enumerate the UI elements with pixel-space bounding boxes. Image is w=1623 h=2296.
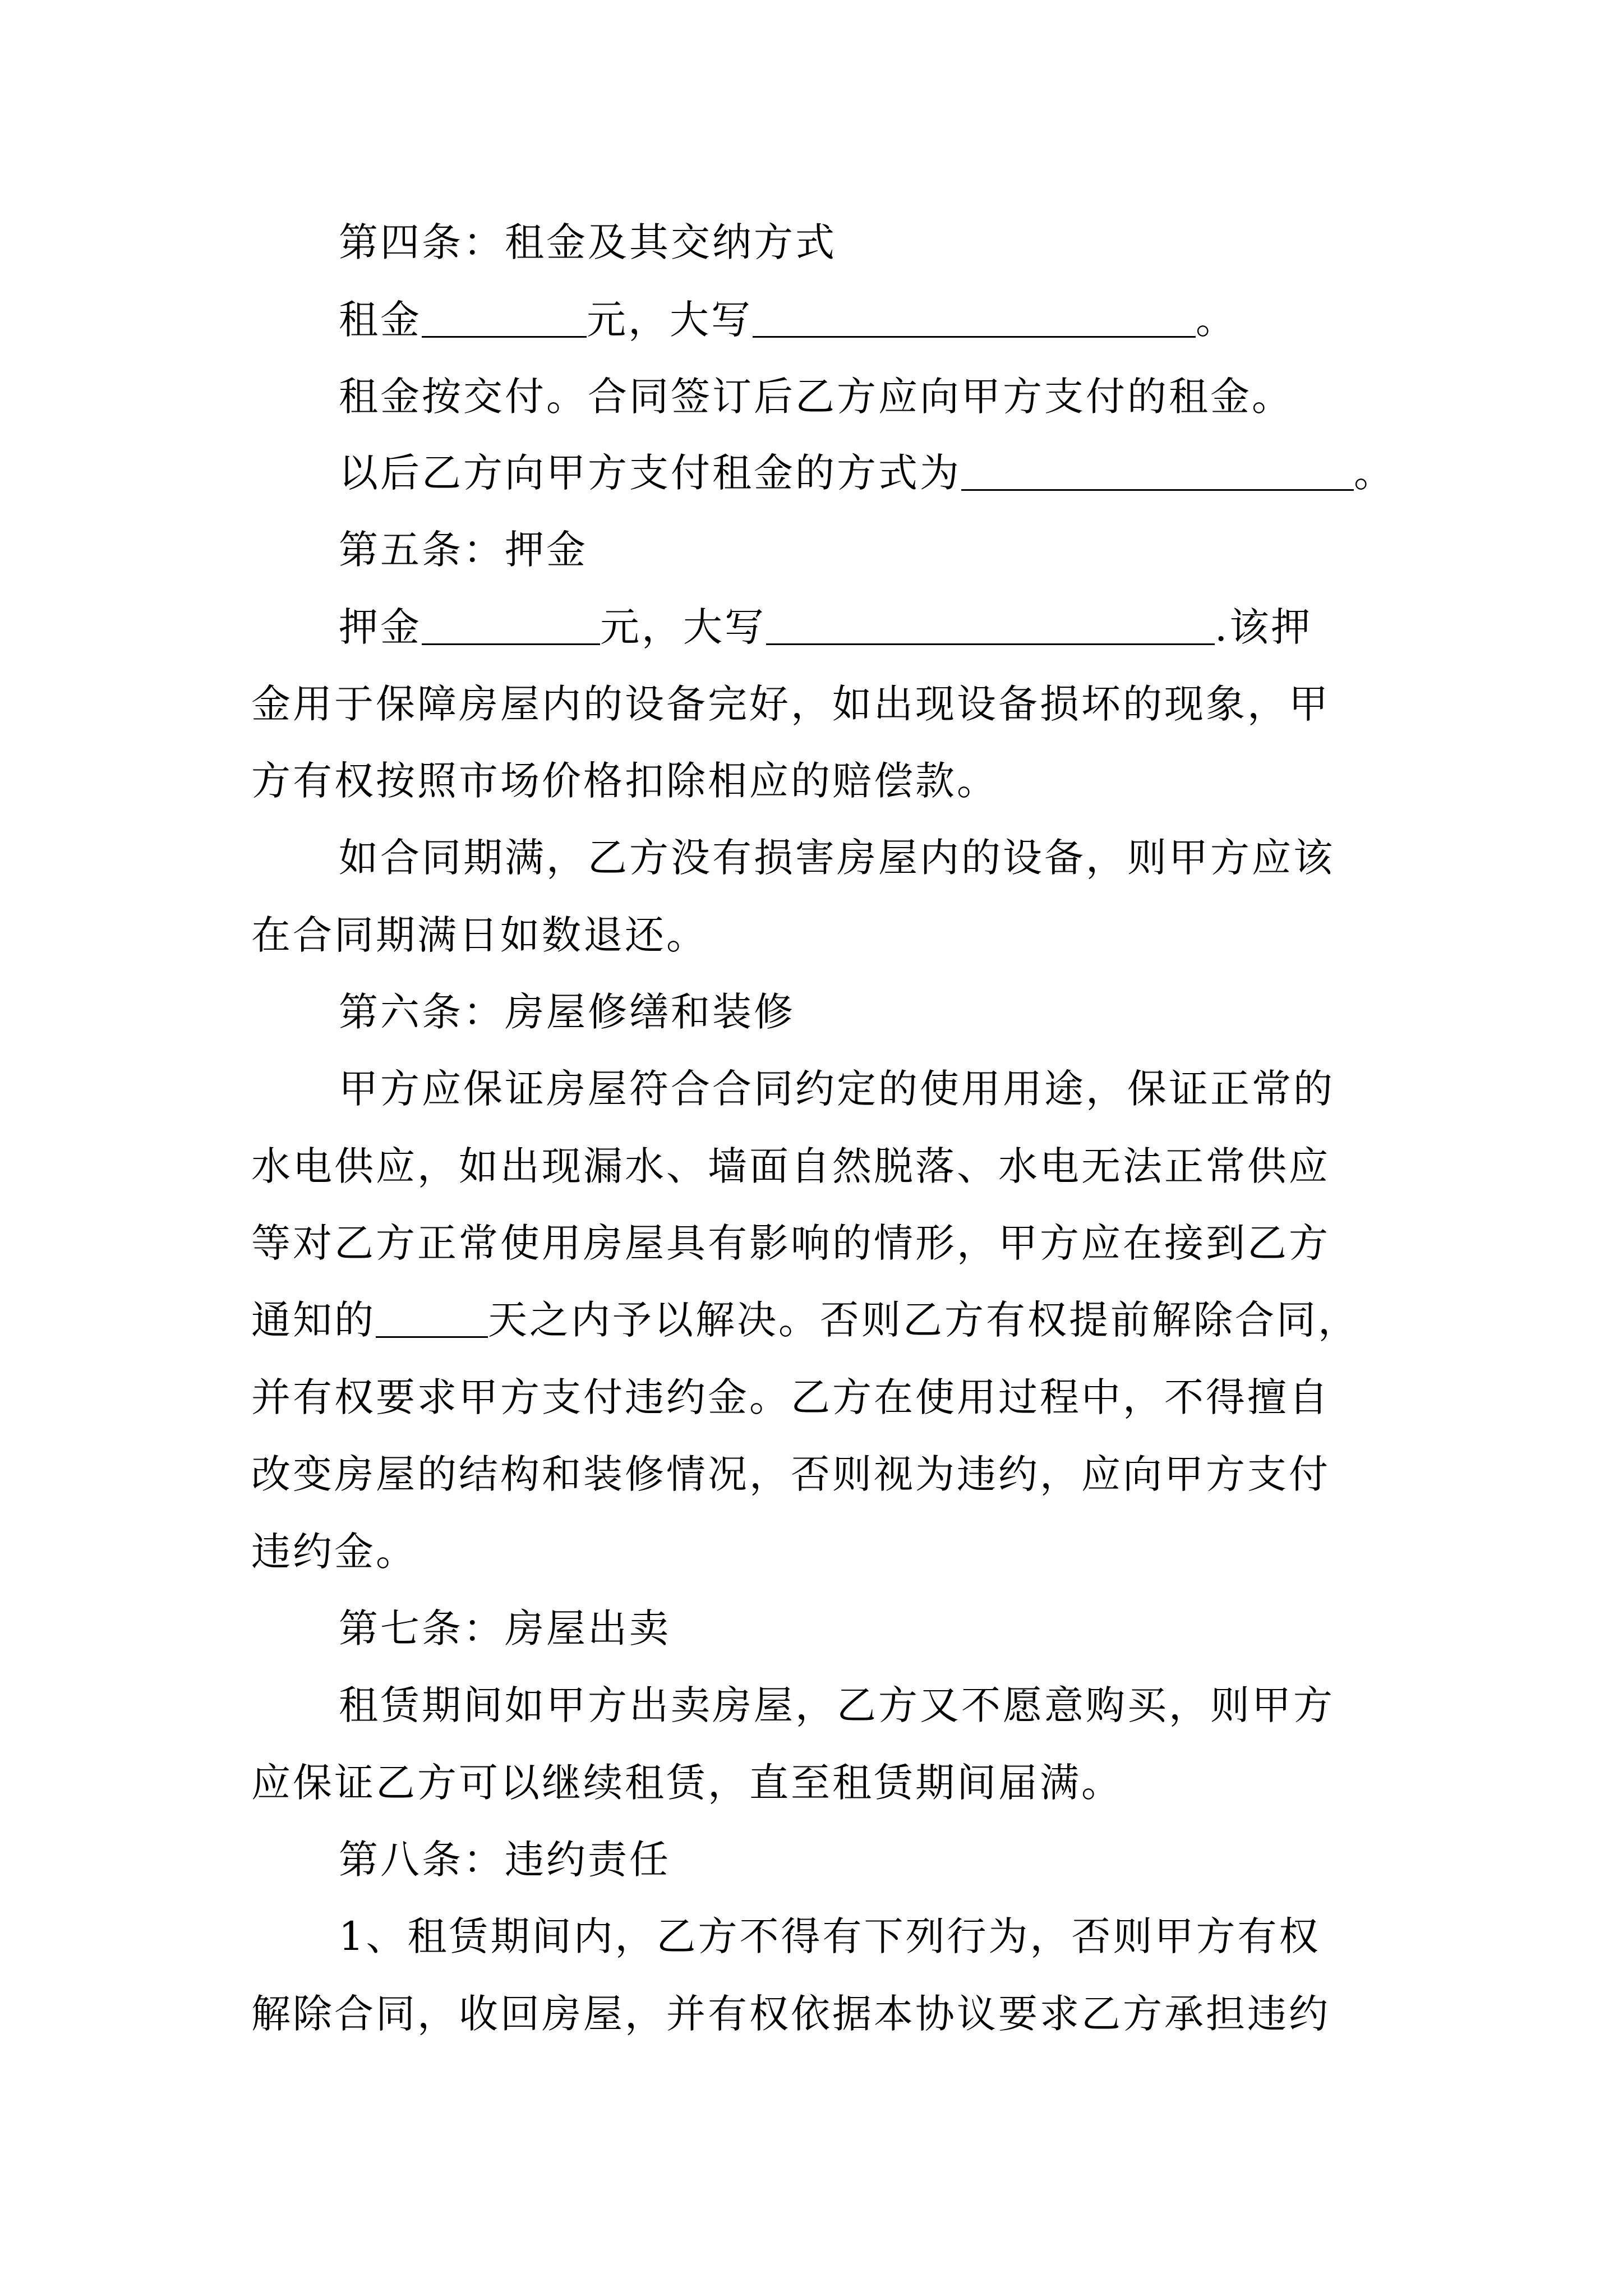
paragraph-line bbox=[0, 1677, 1623, 1733]
text-segment: .该押 bbox=[1215, 604, 1313, 650]
heading-text: 第五条：押金 bbox=[339, 527, 588, 573]
article-7-heading bbox=[0, 1600, 1623, 1657]
paragraph-line bbox=[0, 1908, 1623, 1964]
repair-days-blank[interactable] bbox=[376, 1297, 488, 1338]
paragraph-text: 金用于保障房屋内的设备完好，如出现设备损坏的现象，甲 bbox=[251, 681, 1330, 727]
deposit-amount-line bbox=[0, 599, 1623, 655]
paragraph-line bbox=[0, 753, 1623, 809]
deposit-amount-blank[interactable] bbox=[422, 604, 600, 645]
paragraph-line bbox=[0, 830, 1623, 886]
heading-text: 第八条：违约责任 bbox=[339, 1837, 671, 1883]
rent-amount-words-blank[interactable] bbox=[753, 297, 1196, 338]
repair-deadline-line bbox=[0, 1292, 1623, 1348]
paragraph-line bbox=[0, 1061, 1623, 1117]
text-segment: 押金 bbox=[339, 604, 422, 650]
paragraph-text: 租赁期间如甲方出卖房屋，乙方又不愿意购买，则甲方 bbox=[339, 1682, 1335, 1728]
paragraph-line bbox=[0, 1986, 1623, 2042]
text-segment: 天之内予以解决。否则乙方有权提前解除合同， bbox=[488, 1297, 1359, 1343]
text-segment: 。 bbox=[1196, 297, 1237, 343]
paragraph-text: 等对乙方正常使用房屋具有影响的情形，甲方应在接到乙方 bbox=[251, 1220, 1330, 1266]
paragraph-line bbox=[0, 1138, 1623, 1194]
paragraph-line bbox=[0, 369, 1623, 425]
article-5-heading bbox=[0, 522, 1623, 578]
text-segment: 元，大写 bbox=[587, 297, 753, 343]
paragraph-text: 1、租赁期间内，乙方不得有下列行为，否则甲方有权 bbox=[339, 1913, 1321, 1959]
paragraph-text: 违约金。 bbox=[251, 1529, 417, 1575]
paragraph-line bbox=[0, 1755, 1623, 1811]
paragraph-text: 水电供应，如出现漏水、墙面自然脱落、水电无法正常供应 bbox=[251, 1143, 1330, 1189]
text-segment: 通知的 bbox=[251, 1297, 376, 1343]
rent-amount-line bbox=[0, 292, 1623, 348]
paragraph-line bbox=[0, 1369, 1623, 1425]
heading-text: 第六条：房屋修缮和装修 bbox=[339, 989, 795, 1035]
paragraph-text: 在合同期满日如数退还。 bbox=[251, 912, 708, 958]
paragraph-text: 租金按交付。合同签订后乙方应向甲方支付的租金。 bbox=[339, 374, 1293, 420]
paragraph-text: 改变房屋的结构和装修情况，否则视为违约，应向甲方支付 bbox=[251, 1451, 1330, 1497]
text-segment: 租金 bbox=[339, 297, 422, 343]
payment-method-blank[interactable] bbox=[961, 450, 1354, 491]
paragraph-line bbox=[0, 1524, 1623, 1580]
heading-text: 第四条：租金及其交纳方式 bbox=[339, 219, 837, 265]
rent-amount-blank[interactable] bbox=[422, 297, 587, 338]
payment-method-line bbox=[0, 445, 1623, 501]
deposit-amount-words-blank[interactable] bbox=[766, 604, 1215, 645]
paragraph-text: 应保证乙方可以继续租赁，直至租赁期间届满。 bbox=[251, 1760, 1123, 1806]
paragraph-line bbox=[0, 907, 1623, 963]
paragraph-text: 甲方应保证房屋符合合同约定的使用用途，保证正常的 bbox=[339, 1066, 1335, 1112]
text-segment: 以后乙方向甲方支付租金的方式为 bbox=[339, 450, 961, 496]
heading-text: 第七条：房屋出卖 bbox=[339, 1605, 671, 1651]
article-8-heading bbox=[0, 1832, 1623, 1888]
article-6-heading bbox=[0, 984, 1623, 1040]
paragraph-line bbox=[0, 1215, 1623, 1271]
paragraph-line bbox=[0, 1446, 1623, 1502]
article-4-heading bbox=[0, 214, 1623, 270]
paragraph-text: 方有权按照市场价格扣除相应的赔偿款。 bbox=[251, 758, 998, 804]
paragraph-text: 解除合同，收回房屋，并有权依据本协议要求乙方承担违约 bbox=[251, 1991, 1330, 2037]
paragraph-line bbox=[0, 676, 1623, 732]
paragraph-text: 如合同期满，乙方没有损害房屋内的设备，则甲方应该 bbox=[339, 835, 1335, 881]
paragraph-text: 并有权要求甲方支付违约金。乙方在使用过程中，不得擅自 bbox=[251, 1374, 1330, 1420]
text-segment: 元，大写 bbox=[600, 604, 766, 650]
text-segment: 。 bbox=[1354, 450, 1395, 496]
